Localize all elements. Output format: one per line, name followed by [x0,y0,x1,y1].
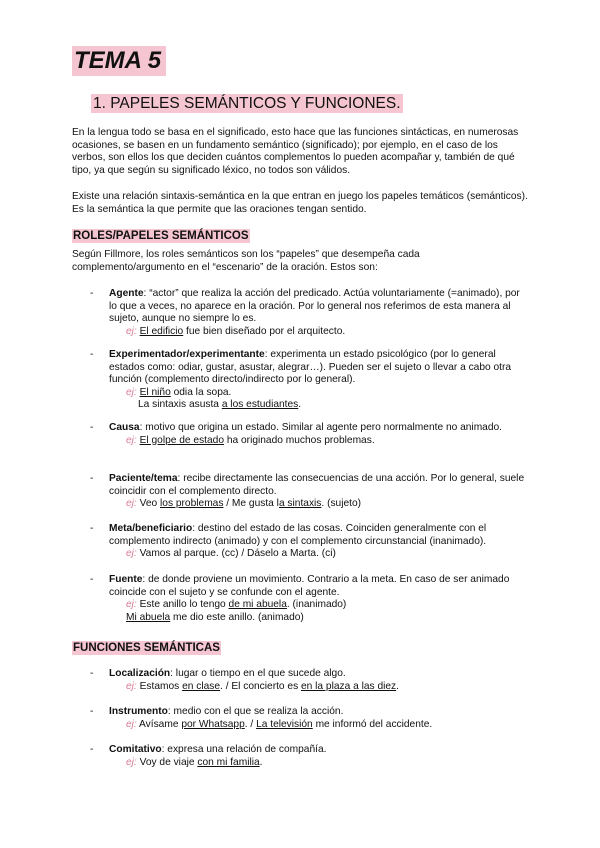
role-description: Paciente/tema: recibe directamente las consecuencias de una acción. Por lo general, suele coincidir con el complemento directo. [109,473,525,497]
list-dash: - [90,422,94,433]
list-dash: - [90,744,94,755]
role-term: Meta/beneficiario [109,523,193,534]
role-item-experimentador [90,349,530,412]
example-label: ej: [126,548,137,560]
funcion-description: Comitativo: expresa una relación de compañía. [109,744,327,755]
role-item-causa [90,422,530,447]
funcion-term: Comitativo [109,744,162,755]
intro-paragraph: En la lengua todo se basa en el significado, esto hace que las funciones sintácticas, en numerosas ocasiones, se basen en un fundamento semántico (significado); por ejemplo, en el caso de los verbos, son ellos los que deciden cuántos complementos lo pueden acompañar y, también de qué tipo, ya que según su significado léxico, no todos son válidos. [72,127,519,176]
role-description: Agente: “actor” que realiza la acción del predicado. Actúa voluntariamente (=animado), por lo que a veces, no aparece en la oración. Por lo general nos referimos de esta manera al sujeto, aunque no siempre lo es. [109,288,520,325]
role-example: ej: Veo los problemas / Me gusta la sintaxis. (sujeto) [126,498,362,510]
role-term: Causa [109,422,140,433]
funcion-term: Instrumento [109,706,168,717]
example-label: ej: [126,434,137,446]
role-item-fuente [90,574,530,624]
example-label: ej: [126,325,137,337]
role-term: Fuente [109,574,143,585]
role-example: ej: Vamos al parque. (cc) / Dáselo a Marta. (ci) [126,548,336,560]
role-item-paciente [90,473,530,511]
page-title: TEMA 5 [72,46,166,76]
role-description: Experimentador/experimentante: experimenta un estado psicológico (por lo general estados como: odiar, gustar, asustar, alegrar…). Pueden ser el sujeto o llevar a cabo otra función (complemento directo/indirecto por lo general). [109,349,512,386]
funcion-item-instrumento [90,706,530,731]
role-description: Causa: motivo que origina un estado. Similar al agente pero normalmente no animado. [109,422,503,433]
roles-heading: ROLES/PAPELES SEMÁNTICOS [73,230,249,242]
relation-paragraph: Existe una relación sintaxis-semántica en la que entran en juego los papeles temáticos (semánticos). Es la semántica la que permite que las oraciones tengan sentido. [72,191,528,215]
list-dash: - [90,706,94,717]
funcion-item-comitativo [90,744,530,769]
role-example: ej: El niño odia la sopa. [126,386,232,398]
role-item-agente [90,288,530,338]
section-heading: 1. PAPELES SEMÁNTICOS Y FUNCIONES. [93,95,401,112]
list-dash: - [90,668,94,679]
list-dash: - [90,523,94,534]
funcion-item-localizacion [90,668,530,693]
role-example-2: Mi abuela me dio este anillo. (animado) [126,611,304,623]
role-term: Experimentador/experimentante [109,349,265,360]
funcion-description: Localización: lugar o tiempo en el que sucede algo. [109,668,346,679]
funcion-term: Localización [109,668,171,679]
role-example: ej: El edificio fue bien diseñado por el arquitecto. [126,325,346,337]
funcion-example: ej: Voy de viaje con mi familia. [126,756,263,768]
role-term: Agente [109,288,144,299]
example-label: ej: [126,498,137,510]
example-label: ej: [126,386,137,398]
example-label: ej: [126,718,137,730]
example-label: ej: [126,680,137,692]
role-term: Paciente/tema [109,473,178,484]
example-label: ej: [126,756,137,768]
role-description: Fuente: de donde proviene un movimiento. Contrario a la meta. En caso de ser animado coincide con el sujeto y se confunde con el agente. [109,574,510,598]
role-item-meta [90,523,530,561]
funcion-example: ej: Estamos en clase. / El concierto es en la plaza a las diez. [126,680,399,692]
example-label: ej: [126,599,137,611]
list-dash: - [90,473,94,484]
funcion-description: Instrumento: medio con el que se realiza la acción. [109,706,344,717]
role-description: Meta/beneficiario: destino del estado de las cosas. Coinciden generalmente con el complemento indirecto (animado) y con el complemento circunstancial (inanimado). [109,523,487,547]
list-dash: - [90,288,94,299]
funcion-example: ej: Avísame por Whatsapp. / La televisión me informó del accidente. [126,718,433,730]
roles-intro: Según Fillmore, los roles semánticos son los “papeles” que desempeña cada complemento/argumento en el “escenario” de la oración. Estos son: [72,249,420,273]
funciones-heading: FUNCIONES SEMÁNTICAS [73,642,220,654]
list-dash: - [90,574,94,585]
role-example: ej: El golpe de estado ha originado muchos problemas. [126,434,375,446]
role-example-2: La sintaxis asusta a los estudiantes. [138,399,302,411]
list-dash: - [90,349,94,360]
role-example: ej: Este anillo lo tengo de mi abuela. (inanimado) [126,599,347,611]
